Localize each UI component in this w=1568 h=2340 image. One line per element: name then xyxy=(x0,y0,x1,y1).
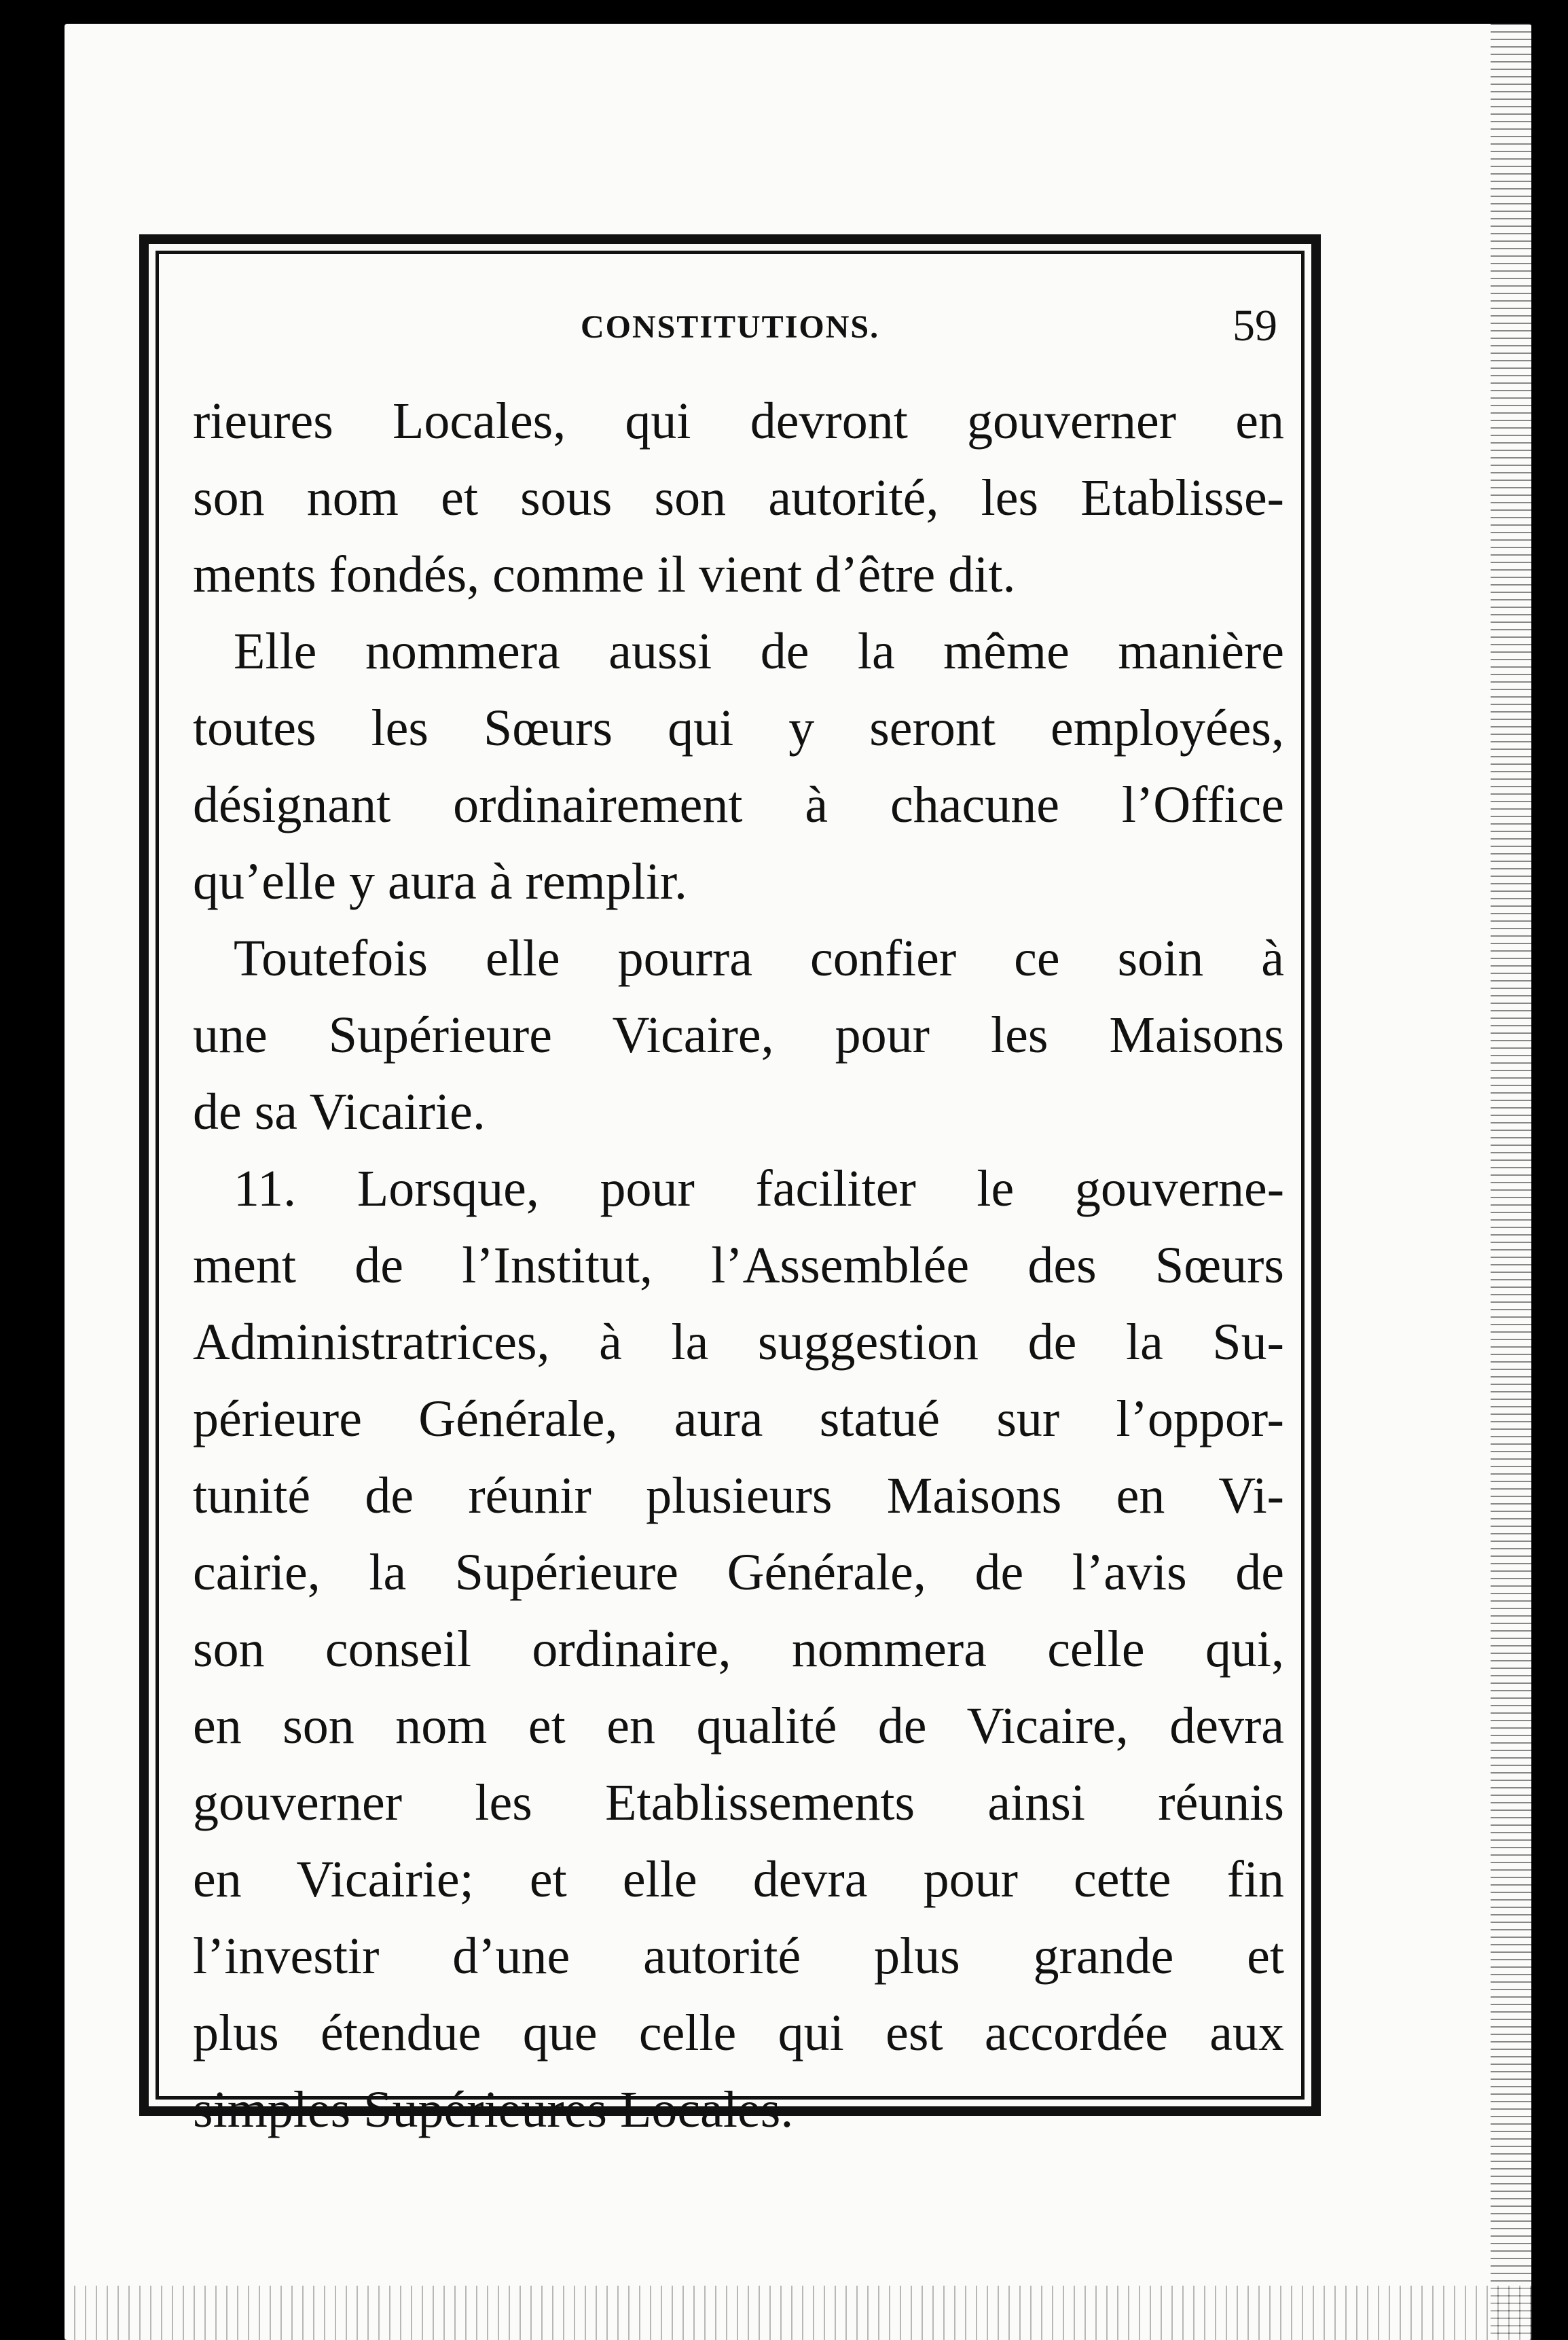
text-line: en Vicairie; et elle devra pour cette fin xyxy=(193,1851,1284,1908)
running-head xyxy=(203,301,1277,363)
text-line: désignant ordinairement à chacune l’Office xyxy=(193,776,1284,833)
body-text xyxy=(193,383,1284,2148)
text-line: gouverner les Etablissements ainsi réunis xyxy=(193,1774,1284,1831)
text-line: son nom et sous son autorité, les Etablisse- xyxy=(193,469,1284,526)
paragraph-4 xyxy=(193,1151,1284,2148)
text-line: l’investir d’une autorité plus grande et xyxy=(193,1928,1284,1985)
page-edge-right xyxy=(1491,24,1531,2340)
text-line: de sa Vicairie. xyxy=(193,1083,486,1140)
text-line: 11. Lorsque, pour faciliter le gouverne- xyxy=(234,1160,1284,1217)
text-line: ments fondés, comme il vient d’être dit. xyxy=(193,546,1016,603)
text-line: qu’elle y aura à remplir. xyxy=(193,853,688,910)
text-line: Elle nommera aussi de la même manière xyxy=(234,623,1284,680)
text-line: périeure Générale, aura statué sur l’oppor- xyxy=(193,1390,1284,1447)
text-line: ment de l’Institut, l’Assemblée des Sœurs xyxy=(193,1237,1284,1294)
text-line: simples Supérieures Locales. xyxy=(193,2081,794,2138)
text-line: cairie, la Supérieure Générale, de l’avis de xyxy=(193,1544,1284,1601)
paragraph-2 xyxy=(193,613,1284,920)
text-line: son conseil ordinaire, nommera celle qui, xyxy=(193,1621,1284,1678)
text-line: toutes les Sœurs qui y seront employées, xyxy=(193,700,1284,757)
text-line: plus étendue que celle qui est accordée aux xyxy=(193,2004,1284,2062)
text-line: rieures Locales, qui devront gouverner en xyxy=(193,393,1284,450)
paragraph-1 xyxy=(193,383,1284,613)
text-line: tunité de réunir plusieurs Maisons en Vi- xyxy=(193,1467,1284,1524)
text-line: Administratrices, à la suggestion de la Su- xyxy=(193,1314,1284,1371)
text-line: une Supérieure Vicaire, pour les Maisons xyxy=(193,1007,1284,1064)
page-edge-bottom xyxy=(65,2286,1531,2340)
text-line: en son nom et en qualité de Vicaire, devra xyxy=(193,1697,1284,1754)
text-line: Toutefois elle pourra confier ce soin à xyxy=(234,930,1284,987)
book-page xyxy=(65,24,1531,2340)
page-number: 59 xyxy=(1233,301,1277,350)
paragraph-3 xyxy=(193,920,1284,1151)
text-frame xyxy=(139,234,1321,2138)
running-head-title: CONSTITUTIONS. xyxy=(580,309,880,345)
